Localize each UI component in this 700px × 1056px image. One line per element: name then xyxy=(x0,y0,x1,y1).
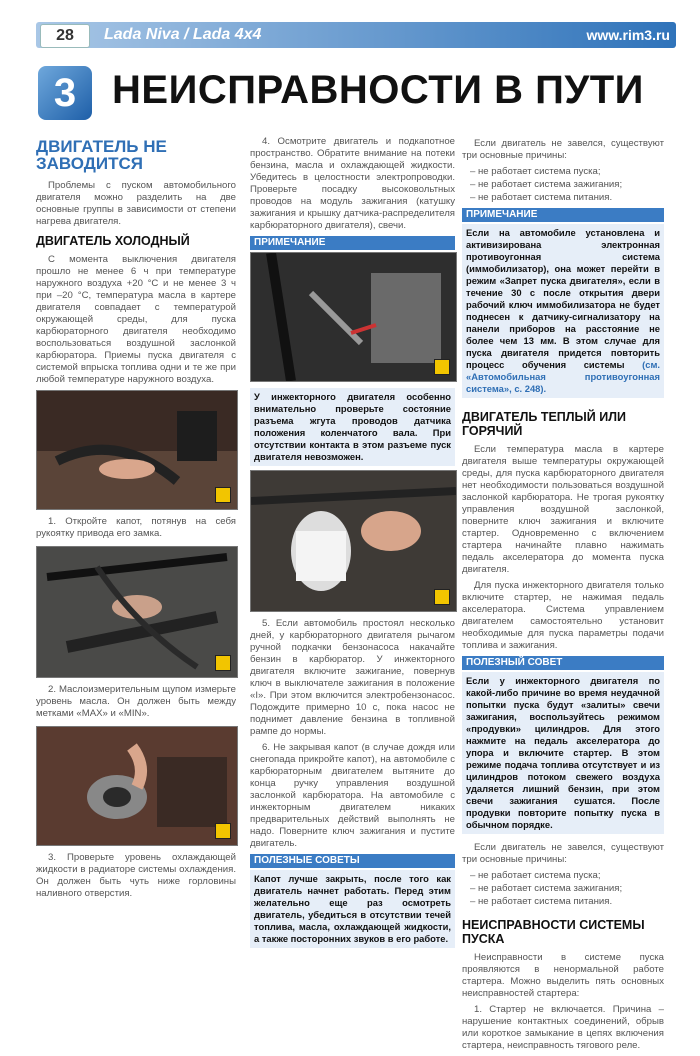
photo-marker-icon xyxy=(215,655,231,671)
tips-heading: ПОЛЕЗНЫЕ СОВЕТЫ xyxy=(250,854,455,868)
tip-body: Если у инжекторного двигателя по какой-либо причине во время неудачной попытки пуска будут «залиты» свечи зажигания, воспользуйтесь режимом «продувки» цилиндров. Для этого нажмите на педаль акселератора до упора и включите стартер. В этом режиме подача топлива отсутствует и из цилиндров потоком свежего воздуха удаляется лишний бензин, при этом свечи зажигания сушатся. После продувки повторите попытку пуска в обычном порядке. xyxy=(462,672,664,834)
column-1 xyxy=(36,138,236,906)
list-item: – не работает система зажигания; xyxy=(470,883,623,894)
tip-heading: ПОЛЕЗНЫЙ СОВЕТ xyxy=(462,656,664,670)
photo-sensor-connector xyxy=(250,252,457,382)
photo-marker-icon xyxy=(215,487,231,503)
causes-list xyxy=(462,166,664,204)
photo-marker-icon xyxy=(434,589,450,605)
tips-body: Капот лучше закрыть, после того как двигатель начнет работать. Перед этим желательно еще раз осмотреть двигатель, убедиться в отсутствии течей топлива, масла, охлаждающей жидкости, а также посторонних звуков в его работе. xyxy=(250,870,455,948)
caption-2: 2. Маслоизмерительным щупом измерьте уровень масла. Он должен быть между метками «MAX» и «MIN». xyxy=(36,684,236,719)
causes-intro: Если двигатель не завелся, существуют три основные причины: xyxy=(462,138,664,161)
paragraph: Для пуска инжекторного двигателя только включите стартер, не нажимая педаль акселератора. Система управлением двигателем самостоятельно установит необходимые для пуска параметры подачи топлива и зажигания. xyxy=(462,580,664,651)
photo-hood-lever xyxy=(36,390,238,510)
list-item: – не работает система зажигания; xyxy=(470,179,623,190)
paragraph: С момента выключения двигателя прошло не менее 6 ч при температуре наружного воздуха +20 °С и не менее 3 ч при –20 °С, температура масла в картере двигателя совпадает с температурой окружающей среды, для пуска карбюраторного двигателя необходимо воспользоваться воздушной заслонкой карбюратора. Приемы пуска двигателя с системой впрыска топлива одни и те же при любой температуре наружного воздуха. xyxy=(36,254,236,385)
list-item: – не работает система питания. xyxy=(470,192,613,203)
note-body: У инжекторного двигателя особенно внимательно проверьте состояние разъема жгута проводов датчика положения коленчатого вала. При отсутствии контакта в этом разъеме пуск двигателя невозможен. xyxy=(250,388,455,466)
subheading-starter-faults: НЕИСПРАВНОСТИ СИСТЕМЫ ПУСКА xyxy=(462,918,645,946)
paragraph: Неисправности в системе пуска проявляются в ненормальной работе стартера. Можно выделить пять основных неисправностей стартера: xyxy=(462,952,664,999)
list-item: – не работает система пуска; xyxy=(470,166,601,177)
paragraph-6: 6. Не закрывая капот (в случае дождя или снегопада прикройте капот), на автомобиле с карбюраторным двигателем вытяните до конца ручку управления воздушной заслонкой карбюратора. На автомобиле с инжекторным двигателем никаких предварительных действий выполнять не надо. Поверните ключ зажигания и пустите двигатель. xyxy=(250,742,455,849)
list-item: – не работает система питания. xyxy=(470,896,613,907)
immobilizer-note-heading: ПРИМЕЧАНИЕ xyxy=(462,208,664,222)
paragraph: 1. Стартер не включается. Причина – нарушение контактных соединений, обрыв или короткое замыкание в цепях включения стартера, неисправность тягового реле. xyxy=(462,1004,664,1051)
note-heading: ПРИМЕЧАНИЕ xyxy=(250,236,455,250)
caption-3: 3. Проверьте уровень охлаждающей жидкости в радиаторе системы охлаждения. Он должен быть чуть ниже горловины наливного отверстия. xyxy=(36,852,236,899)
subheading-warm: ДВИГАТЕЛЬ ТЕПЛЫЙ ИЛИ ГОРЯЧИЙ xyxy=(462,410,626,438)
photo-fuel-pump xyxy=(250,470,457,612)
photo-marker-icon xyxy=(215,823,231,839)
book-title: Lada Niva / Lada 4x4 xyxy=(104,26,262,43)
causes-list-2 xyxy=(462,870,664,908)
paragraph-5: 5. Если автомобиль простоял несколько дней, у карбюраторного двигателя рычагом ручной подкачки бензонасоса накачайте бензин в карбюратор. У инжекторного двигателя включите зажигание, повернув ключ в выключателе зажигания в положение «I». При этом включится электробензонасос. Подождите примерно 10 с, пока насос не поднимет давление бензина в топливной рампе до нормы. xyxy=(250,618,455,737)
section-heading: ДВИГАТЕЛЬ НЕ ЗАВОДИТСЯ xyxy=(36,137,167,173)
causes-intro-2: Если двигатель не завелся, существуют три основные причины: xyxy=(462,842,664,865)
photo-marker-icon xyxy=(434,359,450,375)
photo-coolant-radiator xyxy=(36,726,238,846)
column-3 xyxy=(462,138,664,1056)
page-number: 28 xyxy=(40,24,90,48)
photo-oil-dipstick xyxy=(36,546,238,678)
intro-text: Проблемы с пуском автомобильного двигателя можно разделить на две основные группы в зависимости от степени нагрева двигателя. xyxy=(36,180,236,227)
note-text: Если на автомобиле установлена и активизирована электронная противоугонная система (иммобилизатор), она может перейти в режим «Запрет пуска двигателя», если в течение 30 с после открытия двери рабочий ключ иммобилизатора не будет поднесен к датчику-сигнализатору на панели приборов на расстояние не более чем 13 мм. В этом случае для пуска двигателя придется повторить процесс обучения системы xyxy=(466,227,660,370)
caption-1: 1. Откройте капот, потянув на себя рукоятку привода его замка. xyxy=(36,516,236,539)
cross-reference-link[interactable]: (см. «Автомобильная противоугонная система», с. 248). xyxy=(466,359,660,394)
chapter-number: 3 xyxy=(38,66,92,120)
column-2 xyxy=(250,136,455,948)
paragraph-4: 4. Осмотрите двигатель и подкапотное пространство. Обратите внимание на потеки бензина, масла и охлаждающей жидкости. Убедитесь в целостности электропроводки. Проверьте посадку высоковольтных проводов на модуль зажигания (катушку зажигания и крышку датчика-распределителя карбюраторного двигателя), свечи. xyxy=(250,136,455,231)
subheading-cold: ДВИГАТЕЛЬ ХОЛОДНЫЙ xyxy=(36,234,190,248)
chapter-title: НЕИСПРАВНОСТИ В ПУТИ xyxy=(112,68,644,112)
paragraph: Если температура масла в картере двигателя выше температуры окружающей среды, для пуска карбюраторного двигателя нет необходимости пользоваться воздушной заслонкой карбюратора. Не трогая рукоятку управления воздушной заслонкой, поверните ключ зажигания и включите стартер. Одновременно с включением стартера начинайте плавно нажимать педаль акселератора до момента пуска двигателя. xyxy=(462,444,664,575)
site-url[interactable]: www.rim3.ru xyxy=(586,27,670,43)
immobilizer-note-body xyxy=(462,224,664,398)
list-item: – не работает система пуска; xyxy=(470,870,601,881)
